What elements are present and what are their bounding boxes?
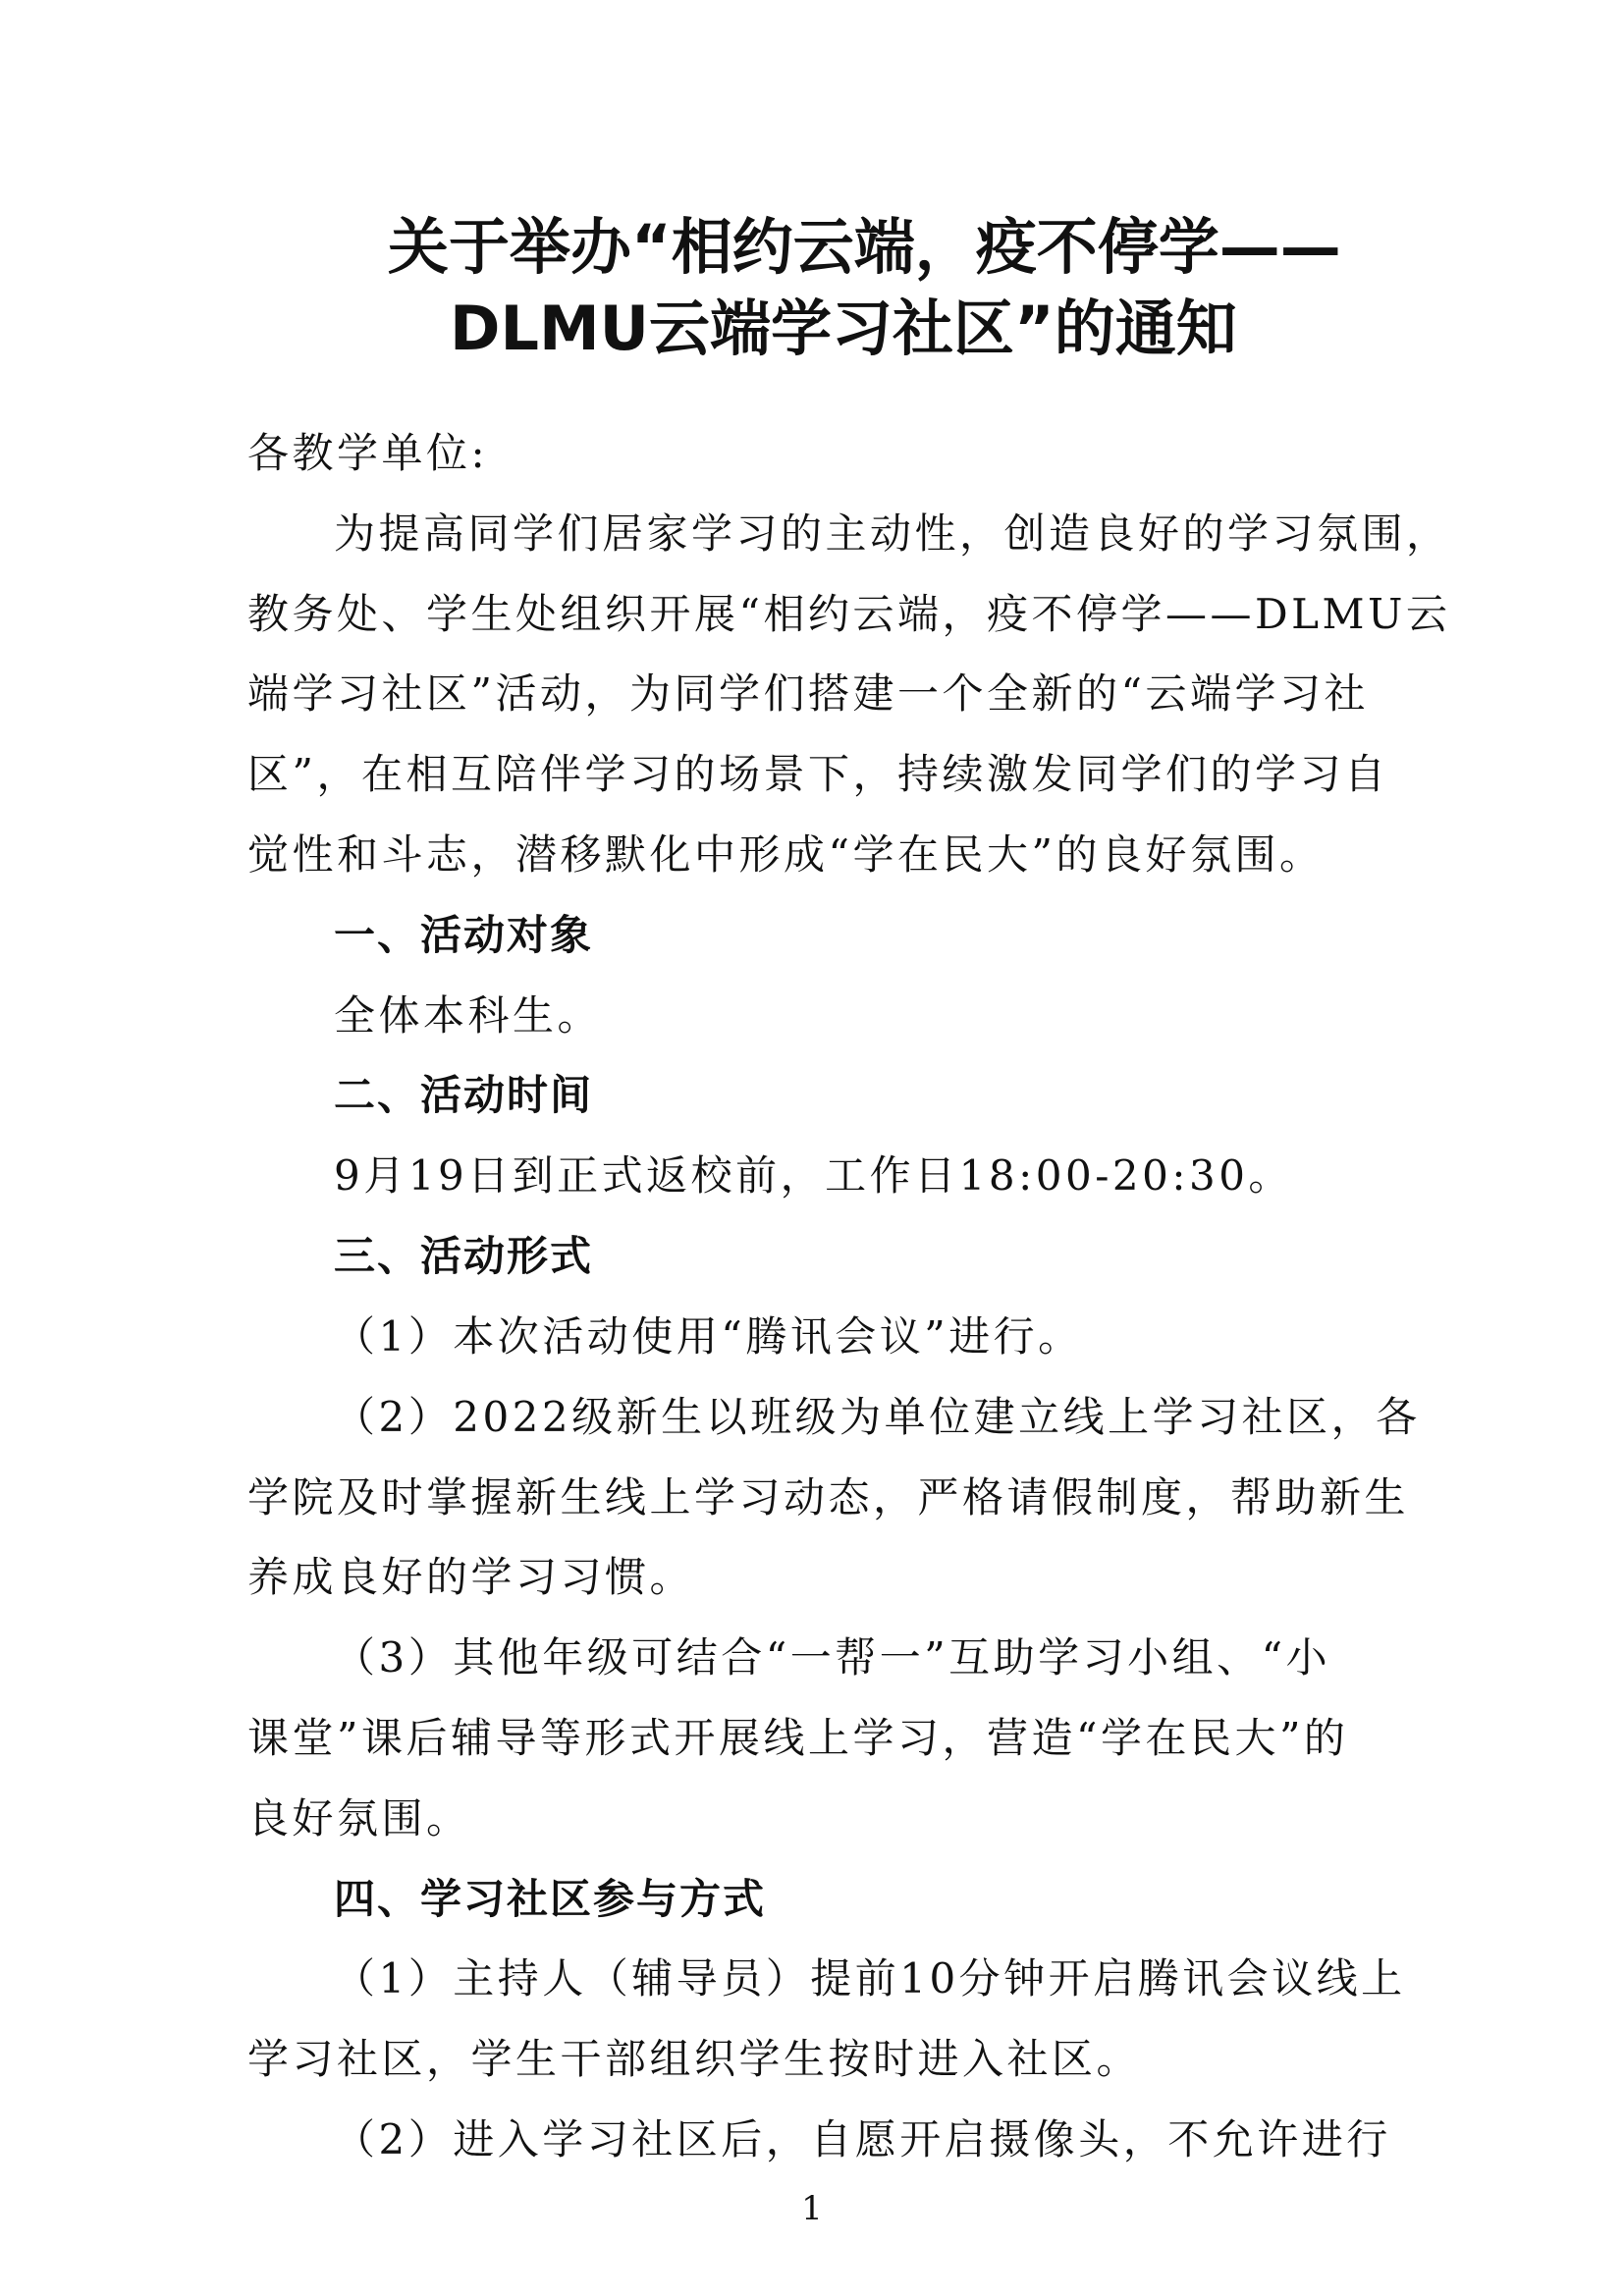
intro-line: 端学习社区”活动，为同学们搭建一个全新的“云端学习社 (247, 669, 1369, 718)
section-line: （1）本次活动使用“腾讯会议”进行。 (334, 1312, 1083, 1361)
intro-line: 教务处、学生处组织开展“相约云端，疫不停学——DLMU云 (247, 590, 1451, 638)
intro-line: 为提高同学们居家学习的主动性，创造良好的学习氛围， (334, 509, 1451, 558)
section-line: （2）进入学习社区后，自愿开启摄像头，不允许进行 (334, 2115, 1391, 2163)
section-line: 9月19日到正式返校前，工作日18:00-20:30。 (334, 1151, 1293, 1200)
section-line: 全体本科生。 (334, 991, 603, 1040)
section-heading: 三、活动形式 (334, 1232, 594, 1280)
section-line: （2）2022级新生以班级为单位建立线上学习社区，各 (334, 1393, 1421, 1441)
section-line: 学习社区，学生干部组织学生按时进入社区。 (247, 2035, 1142, 2083)
section-line: 养成良好的学习习惯。 (247, 1553, 695, 1601)
section-heading: 一、活动对象 (334, 911, 594, 959)
document-title-line-2: DLMU云端学习社区”的通知 (450, 293, 1237, 364)
section-line: 课堂”课后辅导等形式开展线上学习，营造“学在民大”的 (247, 1714, 1349, 1762)
section-line: 学院及时掌握新生线上学习动态，严格请假制度，帮助新生 (247, 1473, 1410, 1522)
document-title-line-1: 关于举办“相约云端，疫不停学—— (388, 211, 1341, 283)
intro-line: 觉性和斗志，潜移默化中形成“学在民大”的良好氛围。 (247, 830, 1325, 879)
section-line: 良好氛围。 (247, 1794, 471, 1842)
section-line: （3）其他年级可结合“一帮一”互助学习小组、“小 (334, 1633, 1331, 1682)
salutation: 各教学单位: (247, 429, 489, 477)
intro-line: 区”，在相互陪伴学习的场景下，持续激发同学们的学习自 (247, 750, 1389, 798)
section-heading: 二、活动时间 (334, 1071, 594, 1119)
page-number: 1 (801, 2189, 823, 2228)
section-heading: 四、学习社区参与方式 (334, 1875, 767, 1923)
section-line: （1）主持人（辅导员）提前10分钟开启腾讯会议线上 (334, 1954, 1406, 2002)
